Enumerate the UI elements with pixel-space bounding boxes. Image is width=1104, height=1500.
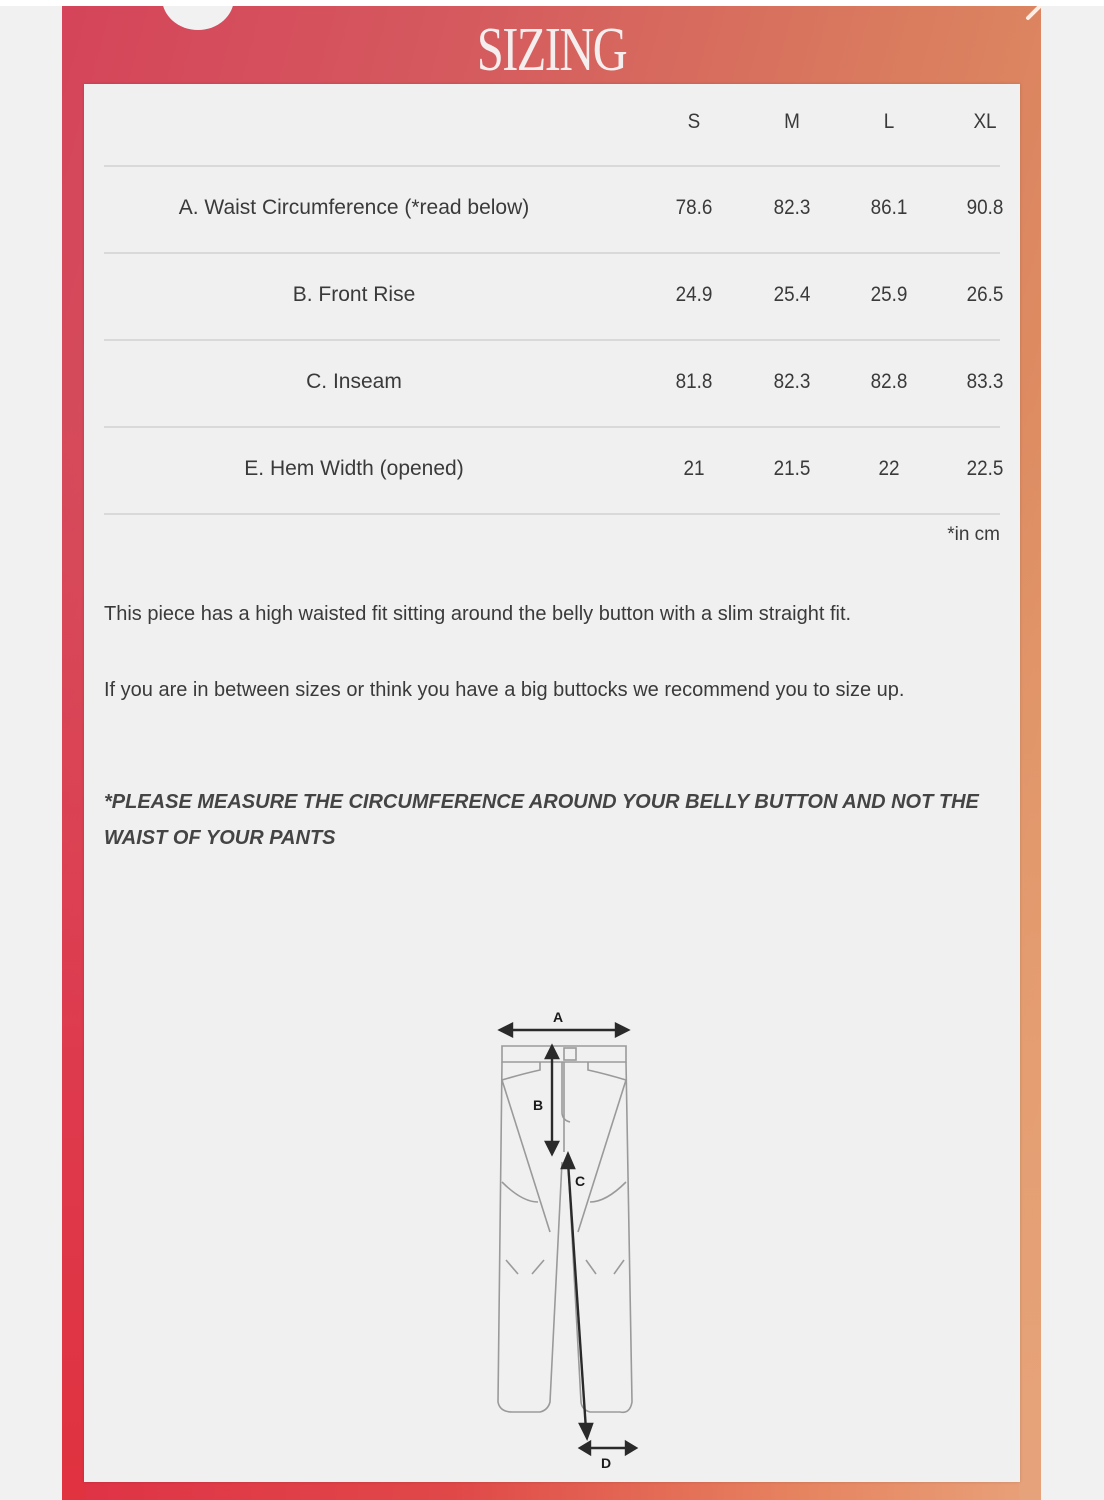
- page-title: SIZING: [476, 16, 627, 84]
- value-l: 22: [878, 457, 900, 480]
- value-l: 82.8: [870, 370, 908, 393]
- table-row-waist: [104, 196, 1004, 226]
- fit-note: This piece has a high waisted fit sitting around the belly button with a slim straight fit.: [104, 603, 852, 625]
- value-xl: 90.8: [966, 196, 1004, 219]
- value-xl: 22.5: [966, 457, 1004, 480]
- measurement-warning: *PLEASE MEASURE THE CIRCUMFERENCE AROUND YOUR BELLY BUTTON AND NOT THE WAIST OF YOUR PANTS: [104, 791, 979, 849]
- value-l: 86.1: [870, 196, 908, 219]
- size-chart-panel: [84, 84, 1020, 1482]
- divider: [104, 339, 1000, 341]
- value-xl: 26.5: [966, 283, 1004, 306]
- row-label: B. Front Rise: [292, 283, 416, 306]
- sizing-card: [62, 6, 1041, 1500]
- diagram-label-c: C: [574, 1173, 586, 1189]
- frame-left-gradient: [62, 406, 86, 1500]
- value-s: 81.8: [675, 370, 713, 393]
- value-m: 82.3: [773, 370, 811, 393]
- row-label: A. Waist Circumference (*read below): [178, 196, 530, 219]
- value-m: 82.3: [773, 196, 811, 219]
- row-label: E. Hem Width (opened): [244, 457, 464, 480]
- frame-right-gradient: [1019, 406, 1041, 1500]
- divider: [104, 252, 1000, 254]
- diagram-label-a: A: [552, 1009, 564, 1025]
- value-xl: 83.3: [966, 370, 1004, 393]
- value-m: 25.4: [773, 283, 811, 306]
- divider: [104, 165, 1000, 167]
- divider: [104, 513, 1000, 515]
- size-column-xl: XL: [973, 110, 997, 133]
- close-icon[interactable]: [1024, 6, 1041, 22]
- table-row-hem-width: [104, 457, 1004, 487]
- size-header-row: [104, 110, 1000, 140]
- diagram-label-b: B: [532, 1097, 544, 1113]
- table-row-inseam: [104, 370, 1004, 400]
- size-column-m: M: [784, 110, 800, 133]
- value-s: 78.6: [675, 196, 713, 219]
- value-s: 24.9: [675, 283, 713, 306]
- sizing-advice: If you are in between sizes or think you have a big buttocks we recommend you to size up.: [104, 679, 905, 701]
- value-s: 21: [683, 457, 705, 480]
- unit-note: *in cm: [947, 524, 1000, 545]
- diagram-label-d: D: [600, 1455, 612, 1471]
- value-m: 21.5: [773, 457, 811, 480]
- size-column-l: L: [883, 110, 895, 133]
- divider: [104, 426, 1000, 428]
- table-row-front-rise: [104, 283, 1004, 313]
- row-label: C. Inseam: [306, 370, 402, 393]
- pants-measurement-diagram: [482, 1002, 642, 1482]
- size-column-s: S: [687, 110, 701, 133]
- value-l: 25.9: [870, 283, 908, 306]
